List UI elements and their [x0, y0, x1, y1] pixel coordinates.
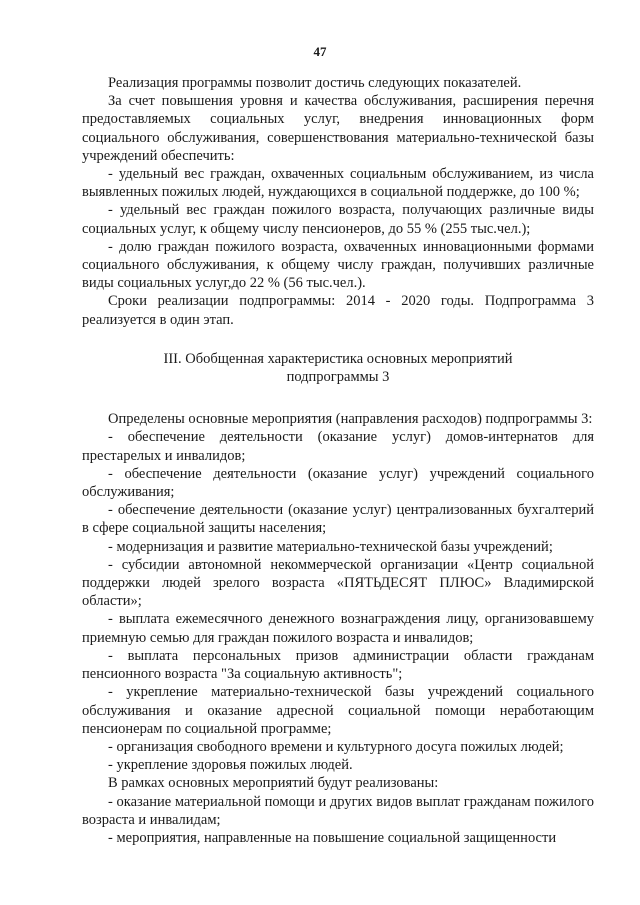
list-item-measure: - выплата ежемесячного денежного вознаграждения лицу, организовавшему приемную семью для граждан пожилого возраста и инвалидов;: [82, 611, 594, 646]
list-item-measure: - укрепление материально-технической базы учреждений социального обслуживания и оказание адресной социальной помощи неработающим пенсионерам по социальной программе;: [82, 684, 594, 737]
list-item-measure: - выплата персональных призов администрации области гражданам пенсионного возраста "За социальную активность";: [82, 647, 594, 683]
list-item-indicator: - удельный вес граждан, охваченных социальным обслуживанием, из числа выявленных пожилых людей, нуждающихся в социальной поддержке, до 100 %;: [82, 166, 594, 201]
paragraph-intro: Реализация программы позволит достичь следующих показателей.: [108, 75, 522, 91]
list-item-measure: - субсидии автономной некоммерческой организации «Центр социальной поддержки людей зрелого возраста «ПЯТЬДЕСЯТ ПЛЮС» Владимирской области»;: [82, 556, 594, 610]
list-item-indicator: - удельный вес граждан пожилого возраста, получающих различные виды социальных услуг, к общему числу пенсионеров, до 55 % (255 тыс.чел.);: [82, 202, 594, 237]
paragraph-measures-intro: Определены основные мероприятия (направления расходов) подпрограммы 3:: [108, 411, 593, 428]
list-item-measure: - укрепление здоровья пожилых людей.: [108, 757, 353, 774]
paragraph-goals: За счет повышения уровня и качества обслуживания, расширения перечня предоставляемых социальных услуг, внедрения инновационных форм социального обслуживания, совершенствования материально-технической базы учреждений обеспечить:: [82, 93, 594, 164]
document-body: [82, 74, 594, 847]
paragraph-implementation: В рамках основных мероприятий будут реализованы:: [108, 775, 439, 792]
list-item-measure: - обеспечение деятельности (оказание услуг) учреждений социального обслуживания;: [82, 465, 594, 501]
list-item-implementation: - оказание материальной помощи и других видов выплат гражданам пожилого возраста и инвалидам;: [82, 793, 594, 828]
list-item-implementation: - мероприятия, направленные на повышение социальной защищенности: [108, 829, 557, 846]
list-item-measure: - обеспечение деятельности (оказание услуг) домов-интернатов для престарелых и инвалидов;: [82, 429, 594, 464]
section-title-line: III. Обобщенная характеристика основных мероприятий: [163, 350, 513, 367]
section-title-line: подпрограммы 3: [286, 369, 390, 386]
list-item-measure: - обеспечение деятельности (оказание услуг) централизованных бухгалтерий в сфере социальной защиты населения;: [82, 502, 594, 537]
section-title: [82, 350, 594, 386]
list-item-measure: - организация свободного времени и культурного досуга пожилых людей;: [108, 738, 564, 755]
paragraph-timeline: Сроки реализации подпрограммы: 2014 - 2020 годы. Подпрограмма 3 реализуется в один этап.: [82, 293, 594, 328]
page-number: 47: [313, 44, 327, 59]
list-item-measure: - модернизация и развитие материально-технической базы учреждений;: [108, 538, 553, 555]
list-item-indicator: - долю граждан пожилого возраста, охваченных инновационными формами социального обслуживания, к общему числу граждан, получивших различные виды социальных услуг,до 22 % (56 тыс.чел.).: [82, 238, 594, 292]
